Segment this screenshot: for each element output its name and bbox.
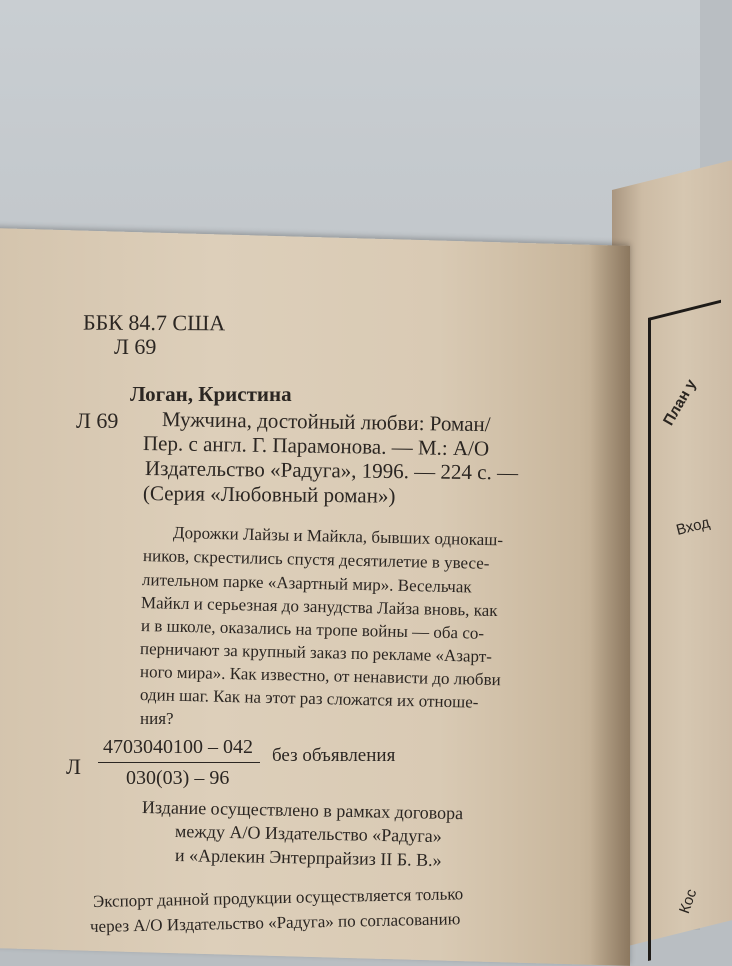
formula-numerator: 4703040100 – 042	[103, 736, 253, 758]
agreement-line: между А/О Издательство «Радуга»	[174, 821, 442, 847]
annotation-line: лительном парке «Азартный мир». Весельчак	[141, 570, 472, 597]
annotation-line: ного мира». Как известно, от ненависти до любви	[139, 662, 501, 690]
annotation-line: ников, скрестились спустя десятилетие в увесе-	[142, 546, 490, 573]
annotation-line: и в школе, оказались на тропе войны — оба со-	[140, 616, 485, 643]
bbk-code: ББК 84.7 США	[82, 309, 226, 336]
annotation-line: Дорожки Лайзы и Майкла, бывших однокаш-	[172, 523, 504, 550]
export-line: через А/О Издательство «Радуга» по согласованию	[89, 909, 461, 936]
annotation-line: перничают за крупный заказ по рекламе «Азарт-	[139, 639, 493, 666]
facing-page-fragment: Кос	[676, 886, 701, 916]
annotation-line: ния?	[140, 709, 174, 728]
annotation-line: Майкл и серьезная до занудства Лайза вновь, как	[140, 593, 498, 621]
export-line: Экспорт данной продукции осуществляется только	[92, 884, 464, 911]
agreement-line: и «Арлекин Энтерпрайзиз II Б. В.»	[174, 845, 442, 871]
facing-page-fragment: План у	[660, 376, 700, 429]
author-index: Л 69	[114, 334, 157, 359]
entry-line: Издательство «Радуга», 1996. — 224 с. —	[144, 456, 519, 485]
annotation-line: один шаг. Как на этот раз сложатся их отноше-	[139, 685, 479, 712]
entry-line: Мужчина, достойный любви: Роман/	[161, 407, 491, 437]
formula-denominator: 030(03) – 96	[126, 767, 230, 789]
entry-line: (Серия «Любовный роман»)	[142, 481, 396, 508]
formula-note: без объявления	[272, 745, 396, 766]
entry-index: Л 69	[76, 408, 119, 433]
agreement-line: Издание осуществлено в рамках договора	[141, 797, 464, 824]
facing-page-fragment: Вход	[674, 514, 712, 539]
formula-letter: Л	[66, 754, 81, 779]
author-name: Логан, Кристина	[130, 382, 292, 406]
entry-line: Пер. с англ. Г. Парамонова. — М.: А/О	[142, 431, 490, 461]
fraction-bar	[98, 762, 260, 763]
